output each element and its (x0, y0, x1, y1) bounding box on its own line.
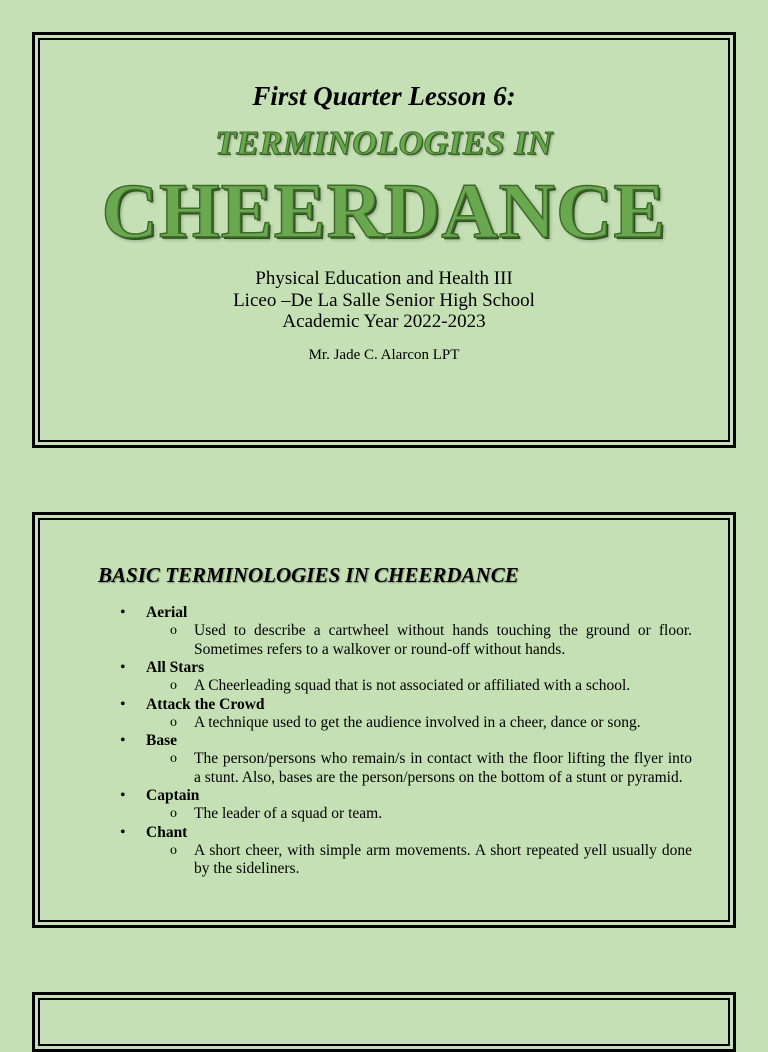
title-terminologies: TERMINOLOGIES IN (215, 125, 553, 162)
school-line: Liceo –De La Salle Senior High School (233, 290, 535, 311)
sub-bullet-icon: o (170, 806, 177, 821)
term-definition: A short cheer, with simple arm movements. A short repeated yell usually done by the sideliners. (194, 841, 692, 877)
terms-heading: BASIC TERMINOLOGIES IN CHEERDANCE (98, 563, 519, 587)
subject-line: Physical Education and Health III (255, 268, 513, 289)
author-line: Mr. Jade C. Alarcon LPT (308, 347, 460, 363)
term-definition: Used to describe a cartwheel without hands touching the ground or floor. Sometimes refers to a walkover or round-off without hands. (194, 622, 692, 658)
term-definition: A technique used to get the audience involved in a cheer, dance or song. (194, 713, 641, 731)
bullet-icon: • (120, 787, 126, 804)
term-item-base (40, 732, 728, 787)
cover-page-inner-border (38, 38, 730, 442)
cover-page-frame (32, 32, 736, 448)
bullet-icon: • (120, 659, 126, 676)
term-item-chant (40, 824, 728, 879)
term-item-all-stars (40, 659, 728, 696)
term-item-attack-the-crowd (40, 696, 728, 733)
term-name: Attack the Crowd (146, 695, 265, 713)
sub-bullet-icon: o (170, 678, 177, 693)
term-item-captain (40, 787, 728, 824)
term-definition: The person/persons who remain/s in contact with the floor lifting the flyer into a stunt. Also, bases are the person/persons on the bottom of a stunt or pyramid. (194, 750, 692, 786)
sub-bullet-icon: o (170, 842, 177, 858)
term-name: All Stars (146, 659, 205, 676)
term-name: Chant (146, 823, 188, 841)
term-definition: A Cheerleading squad that is not associated or affiliated with a school. (194, 677, 631, 694)
term-definition: The leader of a squad or team. (194, 805, 383, 822)
bullet-icon: • (120, 823, 126, 841)
term-name: Base (146, 732, 177, 749)
term-name: Aerial (146, 604, 188, 621)
academic-year-line: Academic Year 2022-2023 (282, 311, 486, 332)
bullet-icon: • (120, 695, 126, 713)
sub-bullet-icon: o (170, 623, 177, 638)
lesson-label: First Quarter Lesson 6: (252, 81, 516, 111)
terms-page-inner-border (38, 518, 730, 922)
title-cheerdance: CHEERDANCE (101, 167, 667, 254)
bullet-icon: • (120, 732, 126, 749)
next-page-inner-border (38, 998, 730, 1046)
sub-bullet-icon: o (170, 751, 177, 766)
bullet-icon: • (120, 604, 126, 621)
terms-page-frame (32, 512, 736, 928)
terms-list (40, 604, 728, 879)
term-item-aerial (40, 604, 728, 659)
sub-bullet-icon: o (170, 714, 177, 730)
next-page-frame (32, 992, 736, 1052)
term-name: Captain (146, 787, 200, 804)
